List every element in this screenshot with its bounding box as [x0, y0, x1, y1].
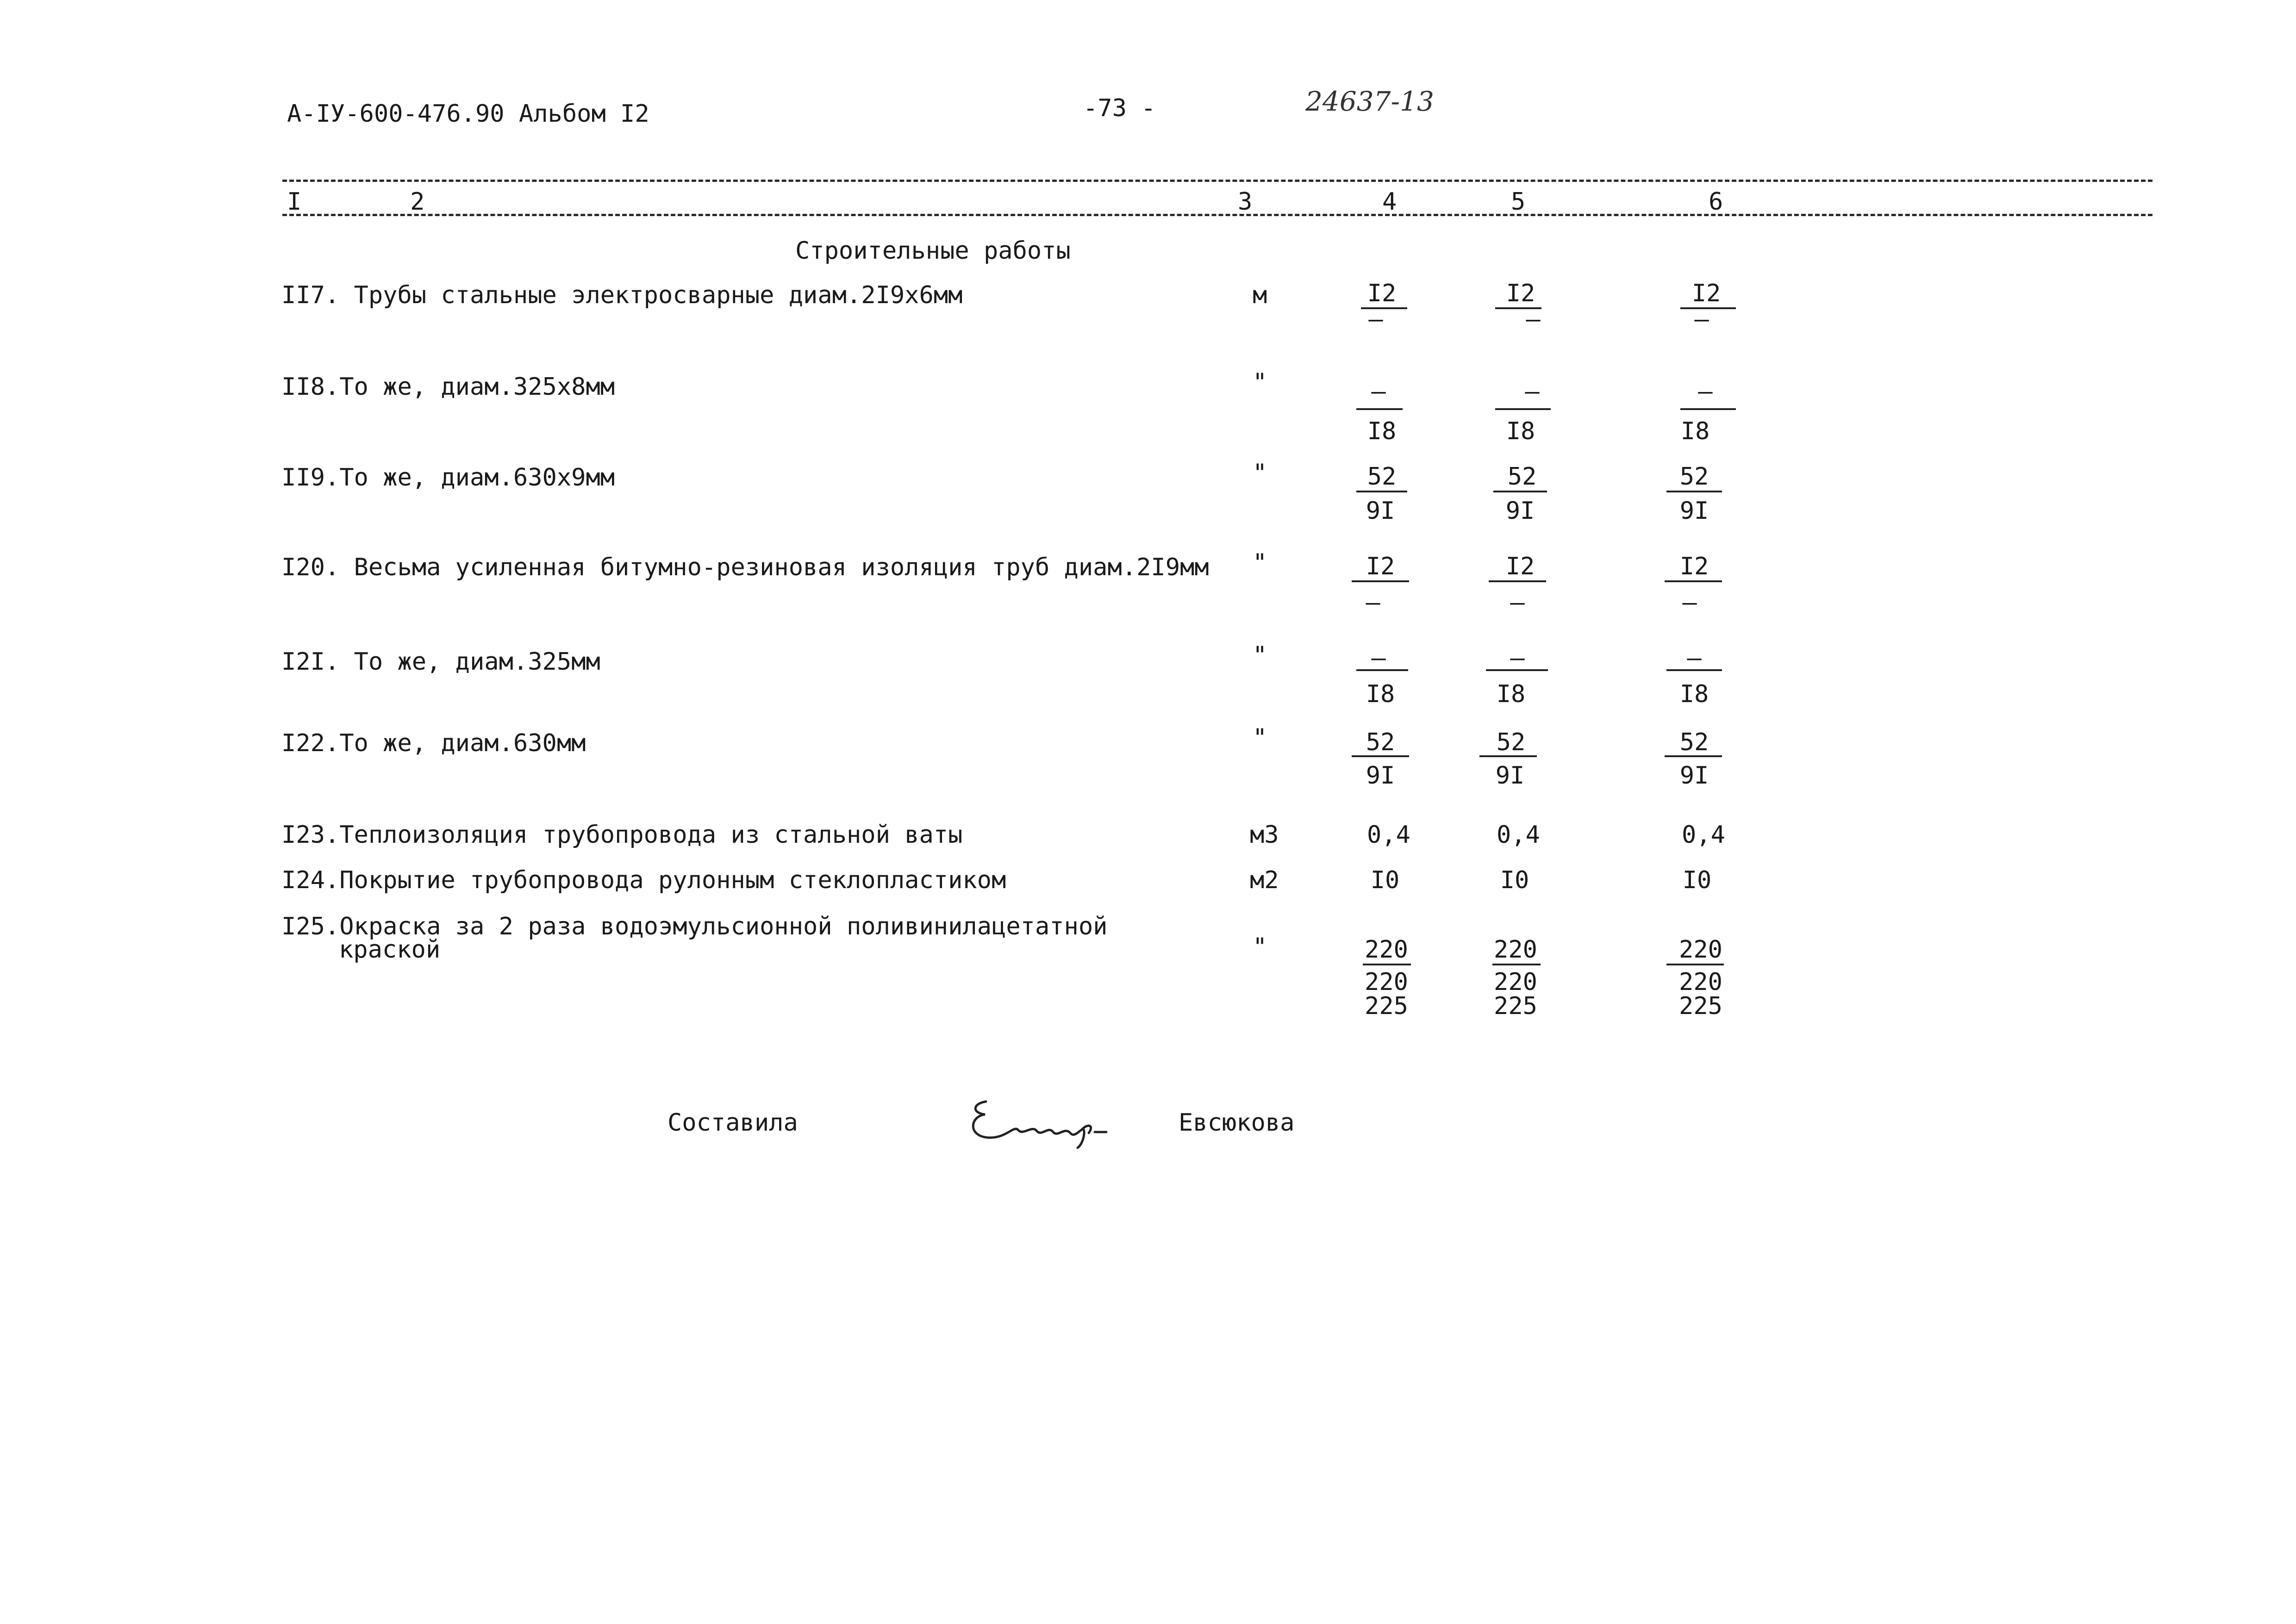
row-120-text: I20. Весьма усиленная битумно-резиновая изоляция труб диам.2I9мм — [281, 554, 1209, 581]
header-dashed-line-bottom — [282, 214, 2152, 216]
row-117-col4-line — [1361, 307, 1407, 309]
row-122-col5-line — [1479, 755, 1537, 757]
row-122-col6-bottom: 9I — [1679, 762, 1709, 790]
row-121-col4-top: – — [1371, 644, 1386, 672]
row-125-col5-line — [1492, 964, 1541, 965]
row-118-col5-bottom: I8 — [1506, 417, 1535, 445]
row-122-col5-top: 52 — [1496, 728, 1526, 756]
row-121-col4-line — [1356, 669, 1408, 671]
row-122-unit: " — [1253, 724, 1267, 752]
row-120-col4-bottom: – — [1366, 589, 1380, 616]
compiler-name: Евсюкова — [1179, 1109, 1295, 1137]
row-117-col4-top: I2 — [1367, 280, 1397, 307]
row-123-col4-value: 0,4 — [1367, 821, 1410, 849]
row-124-col5-value: I0 — [1500, 866, 1529, 894]
row-121-col6-line — [1666, 669, 1722, 671]
column-number-5: 5 — [1508, 190, 1528, 214]
row-125-col5-bottom: 225 — [1494, 992, 1537, 1020]
row-125-col4-top: 220 — [1365, 936, 1408, 964]
row-117-col6-bottom: – — [1694, 305, 1709, 333]
row-122-col4-line — [1352, 755, 1409, 757]
row-121-col5-top: – — [1510, 644, 1525, 672]
column-number-2: 2 — [407, 190, 427, 214]
row-118-col4-line — [1356, 408, 1403, 410]
row-123-col5-value: 0,4 — [1497, 821, 1540, 849]
row-125-col4-line — [1363, 964, 1411, 965]
row-118-col6-line — [1680, 408, 1736, 410]
row-119-col4-line — [1356, 491, 1407, 492]
row-121-col5-line — [1486, 669, 1548, 671]
row-117-col4-bottom: – — [1368, 305, 1383, 333]
row-121-text: I2I. То же, диам.325мм — [281, 648, 600, 676]
row-120-col5-bottom: – — [1510, 589, 1525, 616]
row-125-col6-line — [1666, 964, 1724, 965]
row-119-col5-bottom: 9I — [1505, 497, 1535, 525]
row-120-col6-bottom: – — [1682, 589, 1697, 616]
row-120-col4-line — [1352, 580, 1409, 582]
row-121-col5-bottom: I8 — [1496, 680, 1526, 708]
row-125-col6-top: 220 — [1679, 936, 1722, 964]
inventory-number: 24637-13 — [1305, 86, 1434, 117]
signature — [963, 1088, 1120, 1152]
row-125-col6-bottom: 225 — [1679, 992, 1722, 1020]
compiled-by-label: Составила — [668, 1109, 798, 1137]
row-124-col6-value: I0 — [1682, 866, 1712, 894]
column-number-6: 6 — [1706, 190, 1726, 214]
row-125-unit: " — [1253, 933, 1267, 961]
row-119-col6-bottom: 9I — [1679, 497, 1709, 525]
row-118-col6-bottom: I8 — [1680, 417, 1710, 445]
column-number-1: I — [284, 190, 304, 214]
row-122-col4-top: 52 — [1366, 728, 1395, 756]
row-118-col6-top: – — [1698, 378, 1713, 405]
row-123-unit: м3 — [1250, 821, 1279, 849]
row-120-col6-line — [1665, 580, 1722, 582]
row-124-unit: м2 — [1250, 866, 1279, 894]
row-118-col4-bottom: I8 — [1367, 417, 1397, 445]
row-119-text: II9.То же, диам.630х9мм — [281, 464, 615, 492]
row-123-col6-value: 0,4 — [1682, 821, 1725, 849]
row-120-unit: " — [1253, 549, 1267, 577]
header-dashed-line-top — [282, 180, 2152, 182]
row-125-col5-mid: 220 — [1494, 968, 1537, 996]
row-122-col5-bottom: 9I — [1495, 762, 1525, 790]
row-125-col6-mid: 220 — [1679, 968, 1722, 996]
row-122-text: I22.То же, диам.630мм — [281, 729, 586, 757]
row-119-col6-line — [1666, 491, 1722, 492]
row-121-col4-bottom: I8 — [1366, 680, 1395, 708]
row-119-col5-line — [1493, 491, 1547, 492]
column-number-4: 4 — [1379, 190, 1399, 214]
row-119-col4-bottom: 9I — [1366, 497, 1395, 525]
row-120-col6-top: I2 — [1679, 553, 1709, 580]
row-123-text: I23.Теплоизоляция трубопровода из стальной ваты — [281, 821, 963, 849]
row-118-col4-top: – — [1371, 378, 1386, 405]
row-117-col6-top: I2 — [1691, 280, 1721, 307]
row-117-col5-top: I2 — [1506, 280, 1535, 307]
row-117-text: II7. Трубы стальные электросварные диам.2I9х6мм — [281, 281, 963, 309]
row-121-col6-top: – — [1687, 644, 1702, 672]
row-122-col4-bottom: 9I — [1366, 762, 1395, 790]
row-125-col4-bottom: 225 — [1365, 992, 1408, 1020]
page-number: -73 - — [1083, 94, 1156, 122]
document-code: А-IУ-600-476.90 Альбом I2 — [287, 100, 649, 128]
row-124-col4-value: I0 — [1370, 866, 1400, 894]
column-number-3: 3 — [1235, 190, 1255, 214]
row-125-text: I25.Окраска за 2 раза водоэмульсионной поливинилацетатной — [281, 913, 1108, 940]
row-122-col6-top: 52 — [1679, 728, 1709, 756]
row-125-col5-top: 220 — [1494, 936, 1537, 964]
row-125-col4-mid: 220 — [1365, 968, 1408, 996]
row-122-col6-line — [1665, 755, 1722, 757]
row-125-text-continued: краской — [339, 936, 441, 964]
row-119-col5-top: 52 — [1507, 463, 1537, 491]
row-119-unit: " — [1253, 459, 1267, 487]
row-117-unit: м — [1253, 281, 1267, 309]
row-119-col6-top: 52 — [1679, 463, 1709, 491]
row-121-unit: " — [1253, 641, 1267, 669]
row-118-col5-top: – — [1525, 378, 1540, 405]
row-120-col5-top: I2 — [1505, 553, 1535, 580]
section-title: Строительные работы — [795, 237, 1071, 265]
row-124-text: I24.Покрытие трубопровода рулонным стеклопластиком — [281, 866, 1006, 894]
row-120-col5-line — [1489, 580, 1546, 582]
row-118-text: II8.То же, диам.325х8мм — [281, 373, 615, 401]
row-120-col4-top: I2 — [1366, 553, 1395, 580]
row-117-col5-bottom: – — [1526, 305, 1541, 333]
row-119-col4-top: 52 — [1367, 463, 1397, 491]
row-118-col5-line — [1495, 408, 1551, 410]
row-118-unit: " — [1253, 368, 1267, 396]
row-121-col6-bottom: I8 — [1679, 680, 1709, 708]
